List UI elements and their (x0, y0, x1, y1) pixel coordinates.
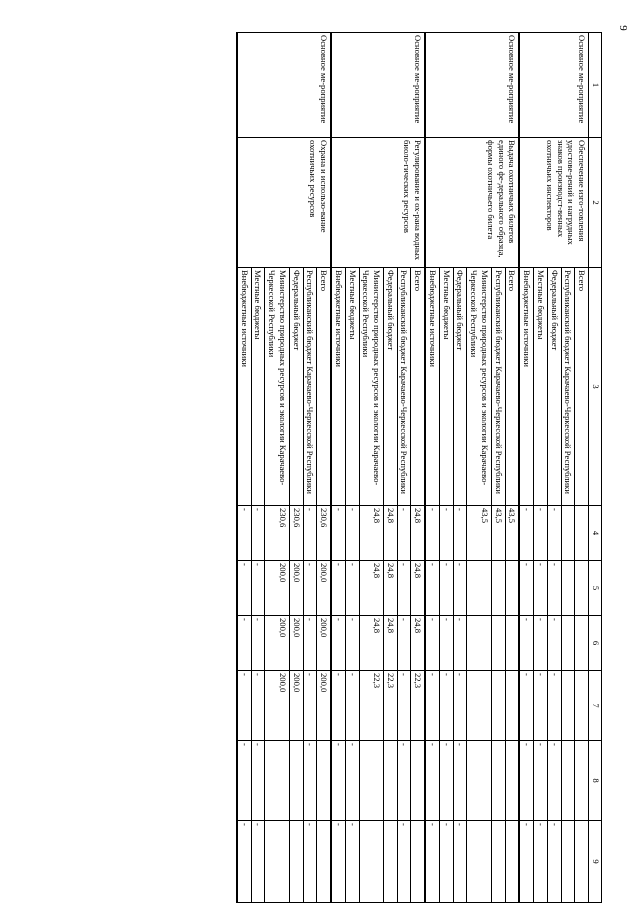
header-cell: 1 (589, 33, 602, 138)
amount-cell (575, 821, 589, 903)
amount-cell: - (303, 741, 317, 821)
amount-cell (359, 741, 383, 821)
amount-cell: - (439, 616, 453, 671)
amount-cell (491, 821, 505, 903)
amount-cell (575, 616, 589, 671)
amount-cell: 230,6 (265, 506, 289, 561)
amount-cell: - (303, 561, 317, 616)
amount-cell (491, 616, 505, 671)
amount-cell: - (331, 506, 345, 561)
header-cell: 5 (589, 561, 602, 616)
table-row (505, 33, 519, 903)
amount-cell: - (251, 616, 265, 671)
amount-cell: 22,3 (411, 671, 425, 741)
funding-source-cell: Местные бюджеты (345, 268, 359, 506)
amount-cell: 22,3 (359, 671, 383, 741)
amount-cell (561, 821, 575, 903)
amount-cell: - (237, 561, 251, 616)
amount-cell: - (251, 561, 265, 616)
amount-cell: 24,8 (411, 616, 425, 671)
amount-cell: 24,8 (383, 506, 397, 561)
amount-cell (383, 821, 397, 903)
amount-cell: - (425, 821, 439, 903)
amount-cell (359, 821, 383, 903)
amount-cell: - (519, 506, 533, 561)
amount-cell: 24,8 (359, 506, 383, 561)
amount-cell: - (331, 616, 345, 671)
measure-type-cell: Основное ме-роприятие (237, 33, 331, 138)
amount-cell (265, 741, 289, 821)
amount-cell: - (331, 671, 345, 741)
amount-cell: - (425, 506, 439, 561)
amount-cell: - (397, 821, 411, 903)
amount-cell: 43,5 (491, 506, 505, 561)
amount-cell: - (237, 616, 251, 671)
amount-cell: - (331, 561, 345, 616)
amount-cell: - (519, 821, 533, 903)
amount-cell: - (519, 561, 533, 616)
measure-type-cell: Основное ме-роприятие (519, 33, 588, 138)
amount-cell (467, 741, 491, 821)
amount-cell: 24,8 (411, 506, 425, 561)
amount-cell: - (303, 506, 317, 561)
amount-cell: - (534, 671, 548, 741)
header-cell: 7 (589, 671, 602, 741)
amount-cell: - (547, 506, 561, 561)
amount-cell: - (303, 671, 317, 741)
amount-cell: - (397, 506, 411, 561)
amount-cell: - (547, 821, 561, 903)
amount-cell: - (331, 821, 345, 903)
amount-cell: - (345, 561, 359, 616)
amount-cell (467, 561, 491, 616)
funding-source-cell: Всего (505, 268, 519, 506)
funding-source-cell: Всего (411, 268, 425, 506)
amount-cell (575, 671, 589, 741)
amount-cell: - (547, 616, 561, 671)
amount-cell (505, 741, 519, 821)
measure-name-cell: Выдача охотничьих билетов единого фе-дерального образца, формы охотничьего билета (425, 138, 519, 268)
amount-cell: - (534, 506, 548, 561)
funding-source-cell: Внебюджетные источники (237, 268, 251, 506)
amount-cell: - (237, 506, 251, 561)
amount-cell (467, 616, 491, 671)
amount-cell: - (397, 671, 411, 741)
measure-name-cell: Охрана и использо-вание охотничьих ресурсов (237, 138, 331, 268)
funding-source-cell: Внебюджетные источники (519, 268, 533, 506)
amount-cell: 200,0 (265, 561, 289, 616)
amount-cell (575, 506, 589, 561)
amount-cell: - (534, 821, 548, 903)
funding-source-cell: Министерство природных ресурсов и экологии Карачаево-Черкесской Республики (265, 268, 289, 506)
budget-table (236, 32, 602, 903)
amount-cell (491, 671, 505, 741)
funding-source-cell: Федеральный бюджет (547, 268, 561, 506)
funding-source-cell: Всего (575, 268, 589, 506)
funding-source-cell: Местные бюджеты (534, 268, 548, 506)
amount-cell: - (303, 821, 317, 903)
amount-cell: - (453, 821, 467, 903)
amount-cell: - (453, 506, 467, 561)
amount-cell: 200,0 (317, 616, 331, 671)
measure-type-cell: Основное ме-роприятие (331, 33, 425, 138)
amount-cell: 200,0 (265, 671, 289, 741)
funding-source-cell: Республиканский бюджет Карачаево-Черкесской Республики (561, 268, 575, 506)
funding-source-cell: Республиканский бюджет Карачаево-Черкесской Республики (303, 268, 317, 506)
amount-cell: 230,6 (317, 506, 331, 561)
table-row (575, 33, 589, 903)
amount-cell (575, 561, 589, 616)
amount-cell: - (237, 821, 251, 903)
amount-cell: - (547, 671, 561, 741)
amount-cell: - (237, 671, 251, 741)
amount-cell: - (439, 506, 453, 561)
amount-cell: - (345, 741, 359, 821)
amount-cell (317, 821, 331, 903)
amount-cell (505, 616, 519, 671)
funding-source-cell: Федеральный бюджет (453, 268, 467, 506)
amount-cell: - (251, 671, 265, 741)
amount-cell: 24,8 (359, 561, 383, 616)
funding-source-cell: Внебюджетные источники (425, 268, 439, 506)
amount-cell: - (397, 561, 411, 616)
amount-cell: - (519, 671, 533, 741)
amount-cell: - (251, 741, 265, 821)
amount-cell: 43,5 (505, 506, 519, 561)
amount-cell: - (519, 616, 533, 671)
header-cell: 3 (589, 268, 602, 506)
funding-source-cell: Министерство природных ресурсов и экологии Карачаево-Черкесской Республики (467, 268, 491, 506)
amount-cell: - (425, 671, 439, 741)
table-body (237, 33, 589, 903)
amount-cell: 24,8 (411, 561, 425, 616)
amount-cell: - (345, 506, 359, 561)
amount-cell: 200,0 (289, 561, 303, 616)
funding-source-cell: Министерство природных ресурсов и экологии Карачаево-Черкесской Республики (359, 268, 383, 506)
amount-cell: 200,0 (289, 671, 303, 741)
funding-source-cell: Федеральный бюджет (383, 268, 397, 506)
amount-cell: - (439, 671, 453, 741)
amount-cell: - (251, 821, 265, 903)
amount-cell: 200,0 (317, 561, 331, 616)
amount-cell (561, 616, 575, 671)
amount-cell: - (237, 741, 251, 821)
amount-cell (317, 741, 331, 821)
funding-source-cell: Республиканский бюджет Карачаево-Черкесской Республики (397, 268, 411, 506)
amount-cell (289, 821, 303, 903)
header-cell: 8 (589, 741, 602, 821)
amount-cell: - (345, 821, 359, 903)
amount-cell: - (425, 741, 439, 821)
funding-source-cell: Всего (317, 268, 331, 506)
amount-cell: 22,3 (383, 671, 397, 741)
amount-cell: - (453, 616, 467, 671)
header-cell: 4 (589, 506, 602, 561)
amount-cell: - (453, 741, 467, 821)
amount-cell: - (425, 561, 439, 616)
funding-source-cell: Внебюджетные источники (331, 268, 345, 506)
amount-cell: 24,8 (383, 616, 397, 671)
page-number: 9 (616, 25, 629, 31)
amount-cell: - (397, 741, 411, 821)
amount-cell: - (534, 561, 548, 616)
amount-cell: - (547, 741, 561, 821)
amount-cell: - (425, 616, 439, 671)
amount-cell: 24,8 (383, 561, 397, 616)
funding-source-cell: Федеральный бюджет (289, 268, 303, 506)
amount-cell: - (439, 561, 453, 616)
amount-cell (561, 671, 575, 741)
amount-cell: - (439, 741, 453, 821)
amount-cell (467, 821, 491, 903)
table-row (317, 33, 331, 903)
amount-cell: 24,8 (359, 616, 383, 671)
amount-cell: - (453, 561, 467, 616)
header-cell: 2 (589, 138, 602, 268)
amount-cell (575, 741, 589, 821)
amount-cell: 43,5 (467, 506, 491, 561)
amount-cell: 230,6 (289, 506, 303, 561)
amount-cell: - (345, 616, 359, 671)
amount-cell: - (251, 506, 265, 561)
amount-cell: - (397, 616, 411, 671)
amount-cell: - (519, 741, 533, 821)
amount-cell: - (345, 671, 359, 741)
rotated-page (28, 32, 602, 902)
amount-cell (383, 741, 397, 821)
amount-cell (505, 561, 519, 616)
amount-cell: 200,0 (317, 671, 331, 741)
amount-cell: 200,0 (265, 616, 289, 671)
measure-type-cell: Основное ме-роприятие (425, 33, 519, 138)
amount-cell: - (534, 741, 548, 821)
amount-cell (491, 561, 505, 616)
amount-cell (411, 821, 425, 903)
amount-cell: - (331, 741, 345, 821)
amount-cell (505, 821, 519, 903)
amount-cell (491, 741, 505, 821)
amount-cell: - (439, 821, 453, 903)
amount-cell (505, 671, 519, 741)
amount-cell (467, 671, 491, 741)
amount-cell (561, 741, 575, 821)
measure-name-cell: Обеспечение изго-товления удостове-рений и нагрудных знаков производст-венных охотничьих инспекторов (519, 138, 588, 268)
amount-cell: 200,0 (289, 616, 303, 671)
amount-cell (561, 561, 575, 616)
header-cell: 6 (589, 616, 602, 671)
header-cell: 9 (589, 821, 602, 903)
funding-source-cell: Местные бюджеты (251, 268, 265, 506)
amount-cell (265, 821, 289, 903)
header-row (589, 33, 602, 903)
amount-cell: - (534, 616, 548, 671)
amount-cell (561, 506, 575, 561)
measure-name-cell: Регулирование и ох-рана водных биоло-гических ресурсов (331, 138, 425, 268)
funding-source-cell: Республиканский бюджет Карачаево-Черкесской Республики (491, 268, 505, 506)
amount-cell (411, 741, 425, 821)
table-row (411, 33, 425, 903)
amount-cell: - (453, 671, 467, 741)
amount-cell: - (303, 616, 317, 671)
amount-cell (289, 741, 303, 821)
funding-source-cell: Местные бюджеты (439, 268, 453, 506)
amount-cell: - (547, 561, 561, 616)
